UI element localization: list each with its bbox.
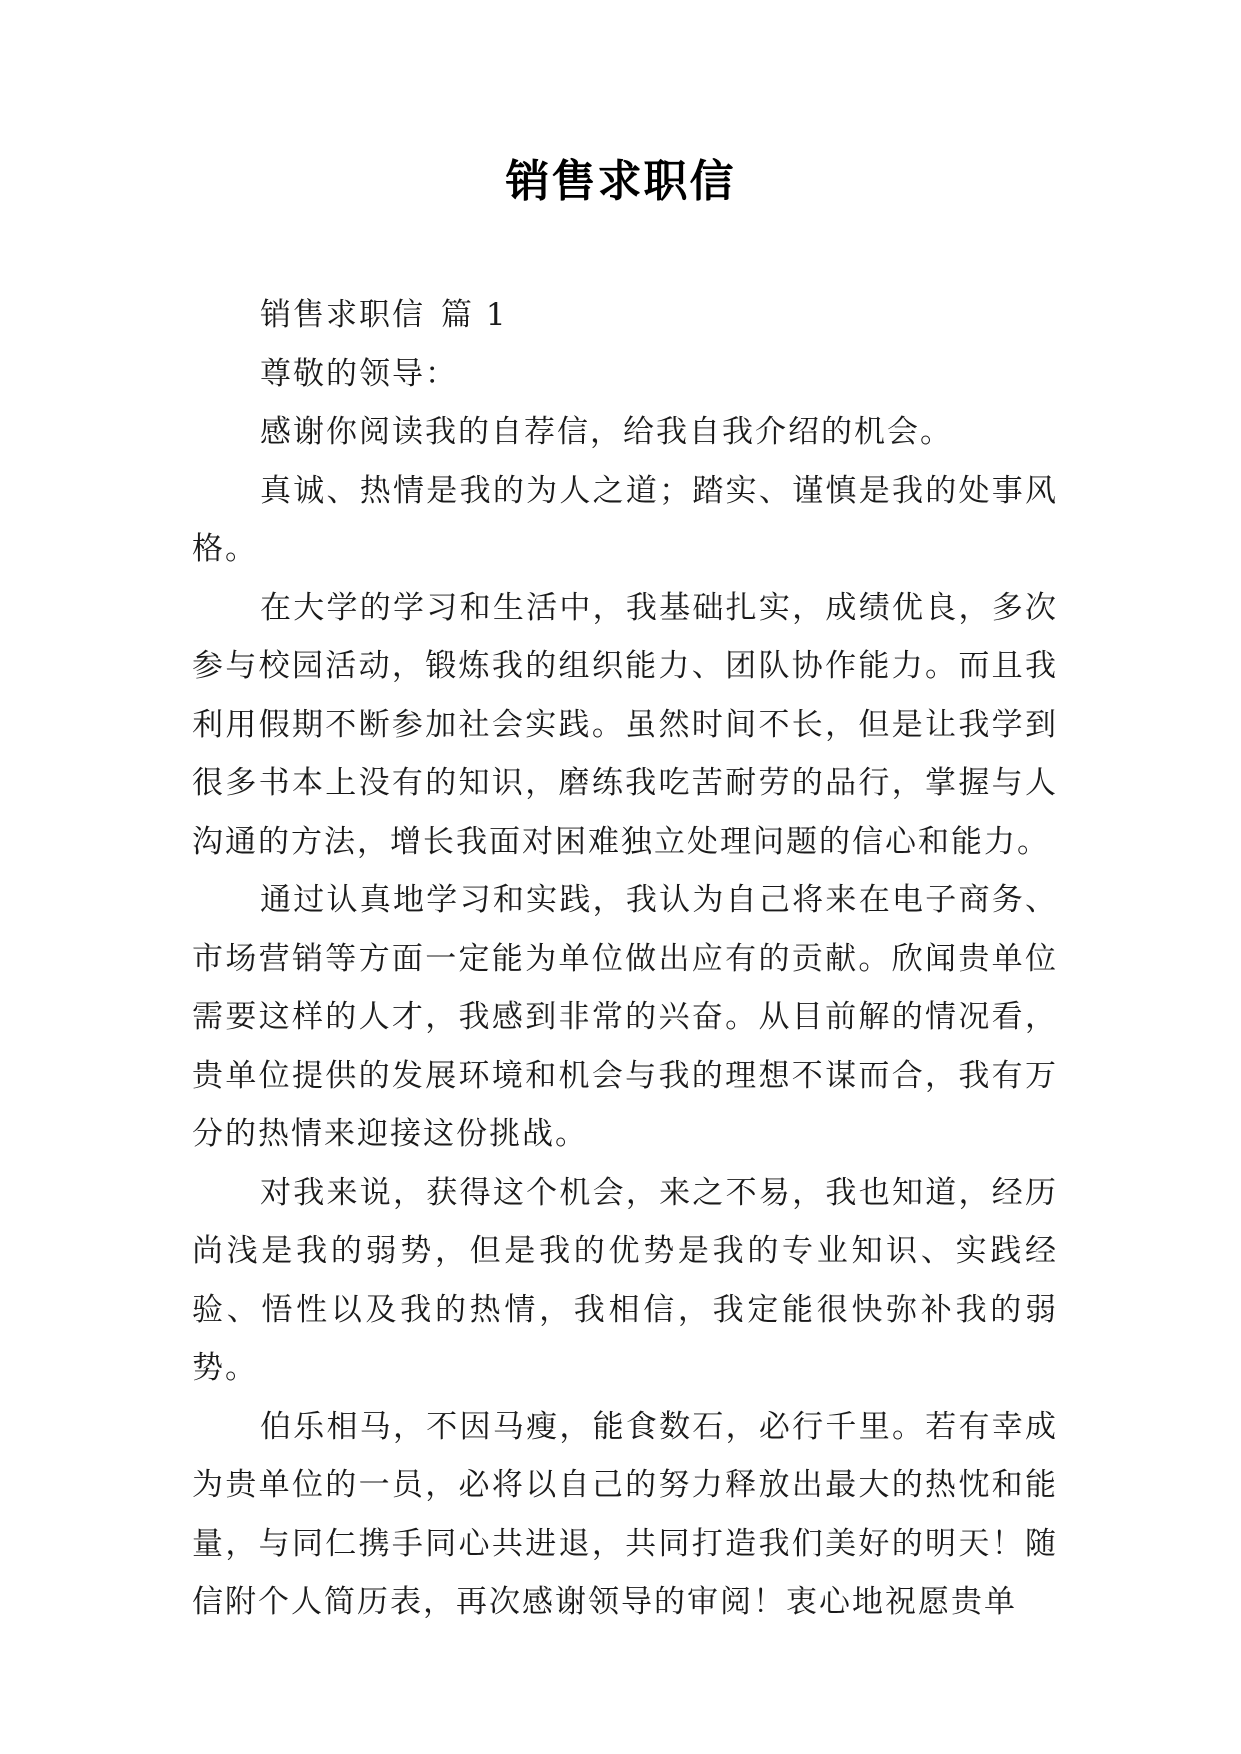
paragraph-university: 在大学的学习和生活中，我基础扎实，成绩优良，多次参与校园活动，锻炼我的组织能力、团队协作能力。而且我利用假期不断参加社会实践。虽然时间不长，但是让我学到很多书本上没有的知识，磨练我吃苦耐劳的品行，掌握与人沟通的方法，增长我面对困难独立处理问题的信心和能力。 [192,589,1058,860]
document-body [192,286,1058,1632]
paragraph-thanks: 感谢你阅读我的自荐信，给我自我介绍的机会。 [260,414,953,450]
document-title: 销售求职信 [505,156,736,207]
salutation: 尊敬的领导： [260,355,458,392]
section-heading [192,286,1058,345]
paragraph-character: 真诚、热情是我的为人之道；踏实、谨慎是我的处事风格。 [192,472,1058,567]
section-heading-text: 销售求职信 [260,297,425,333]
paragraph-closing: 伯乐相马，不因马瘦，能食数石，必行千里。若有幸成为贵单位的一员，必将以自己的努力释放出最大的热忱和能量，与同仁携手同心共进退，共同打造我们美好的明天！随信附个人简历表，再次感谢领导的审阅！衷心地祝愿贵单 [192,1408,1058,1620]
section-heading-label: 篇 1 [441,297,508,333]
paragraph-strengths: 对我来说，获得这个机会，来之不易，我也知道，经历尚浅是我的弱势，但是我的优势是我的专业知识、实践经验、悟性以及我的热情，我相信，我定能很快弥补我的弱势。 [192,1174,1058,1386]
paragraph-contribution: 通过认真地学习和实践，我认为自己将来在电子商务、市场营销等方面一定能为单位做出应有的贡献。欣闻贵单位需要这样的人才，我感到非常的兴奋。从目前解的情况看，贵单位提供的发展环境和机会与我的理想不谋而合，我有万分的热情来迎接这份挑战。 [192,882,1058,1152]
